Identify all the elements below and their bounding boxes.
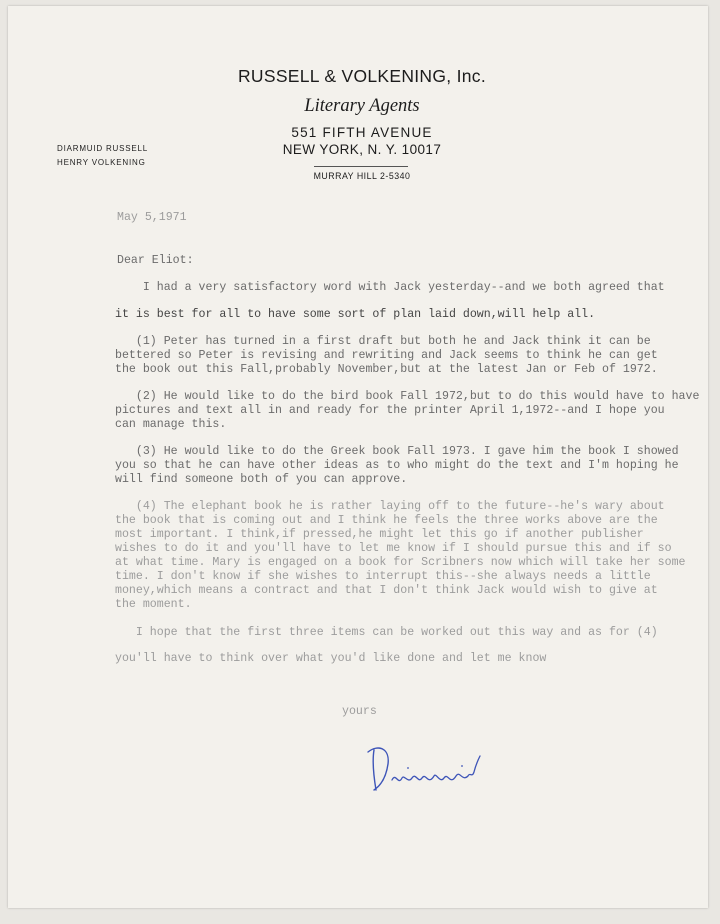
body-line: the book that is coming out and I think he feels the three works above are the bbox=[115, 514, 658, 527]
firm-name: RUSSELL & VOLKENING, Inc. bbox=[237, 66, 487, 86]
partner-name: HENRY VOLKENING bbox=[57, 158, 146, 167]
body-line: (2) He would like to do the bird book Fall 1972,but to do this would have to have bbox=[115, 390, 700, 403]
body-line: it is best for all to have some sort of plan laid down,will help all. bbox=[115, 308, 596, 321]
body-line: time. I don't know if she wishes to interrupt this--she always needs a little bbox=[115, 570, 651, 583]
phone-number: MURRAY HILL 2-5340 bbox=[313, 171, 411, 181]
body-line: bettered so Peter is revising and rewriting and Jack seems to think he can get bbox=[115, 349, 658, 362]
firm-tagline: Literary Agents bbox=[304, 96, 420, 116]
body-line: (4) The elephant book he is rather laying off to the future--he's wary about bbox=[115, 500, 665, 513]
salutation: Dear Eliot: bbox=[117, 254, 194, 267]
body-line: can manage this. bbox=[115, 418, 227, 431]
body-line: wishes to do it and you'll have to let me know if I should pursue this and if so bbox=[115, 542, 672, 555]
body-line: pictures and text all in and ready for the printer April 1,1972--and I hope you bbox=[115, 404, 665, 417]
signature-image bbox=[364, 742, 494, 800]
letter-date: May 5,1971 bbox=[117, 211, 187, 224]
body-line: (1) Peter has turned in a first draft but both he and Jack think it can be bbox=[115, 335, 651, 348]
body-line: I had a very satisfactory word with Jack yesterday--and we both agreed that bbox=[115, 281, 665, 294]
partner-name: DIARMUID RUSSELL bbox=[57, 144, 149, 153]
phone-divider bbox=[314, 166, 408, 167]
address-line-1: 551 FIFTH AVENUE bbox=[291, 125, 433, 140]
body-line: the book out this Fall,probably November,but at the latest Jan or Feb of 1972. bbox=[115, 363, 658, 376]
body-line: I hope that the first three items can be worked out this way and as for (4) bbox=[115, 626, 658, 639]
body-line: at what time. Mary is engaged on a book for Scribners now which will take her some bbox=[115, 556, 686, 569]
body-line: you'll have to think over what you'd like done and let me know bbox=[115, 652, 547, 665]
closing: yours bbox=[342, 705, 377, 718]
body-line: you so that he can have other ideas as to who might do the text and I'm hoping he bbox=[115, 459, 679, 472]
body-line: money,which means a contract and that I don't think Jack would wish to give at bbox=[115, 584, 658, 597]
body-line: the moment. bbox=[115, 598, 192, 611]
body-line: will find someone both of you can approve. bbox=[115, 473, 408, 486]
body-line: most important. I think,if pressed,he might let this go if another publisher bbox=[115, 528, 644, 541]
body-line: (3) He would like to do the Greek book Fall 1973. I gave him the book I showed bbox=[115, 445, 679, 458]
address-line-2: NEW YORK, N. Y. 10017 bbox=[282, 142, 442, 157]
